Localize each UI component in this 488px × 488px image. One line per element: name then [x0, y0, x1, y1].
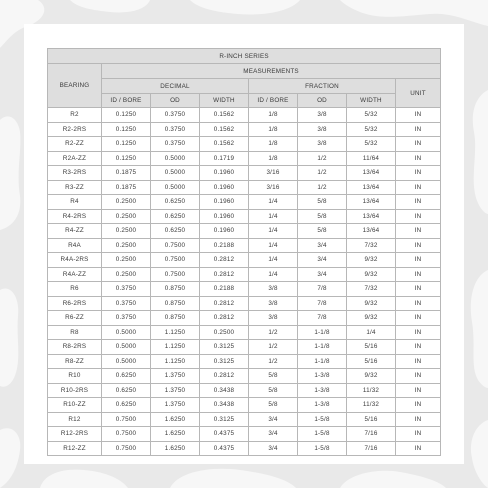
decimal-bore-cell: 0.1250: [102, 137, 151, 152]
fraction-bore-cell: 3/8: [249, 282, 298, 297]
unit-cell: IN: [396, 340, 441, 355]
column-header: ID / BORE: [102, 94, 151, 108]
unit-cell: IN: [396, 427, 441, 442]
fraction-bore-cell: 1/8: [249, 122, 298, 137]
decimal-width-cell: 0.2812: [200, 296, 249, 311]
bearing-cell: R8-2RS: [48, 340, 102, 355]
fraction-od-cell: 1-3/8: [298, 369, 347, 384]
decimal-od-cell: 1.1250: [151, 325, 200, 340]
decimal-od-cell: 1.1250: [151, 354, 200, 369]
fraction-width-cell: 9/32: [347, 253, 396, 268]
fraction-od-cell: 1/2: [298, 180, 347, 195]
fraction-bore-cell: 3/4: [249, 427, 298, 442]
table-row: [48, 224, 441, 239]
decimal-bore-cell: 0.1250: [102, 151, 151, 166]
decimal-width-cell: 0.4375: [200, 441, 249, 456]
unit-cell: IN: [396, 296, 441, 311]
decimal-bore-cell: 0.5000: [102, 340, 151, 355]
bearing-cell: R8-ZZ: [48, 354, 102, 369]
decimal-width-cell: 0.1960: [200, 209, 249, 224]
decimal-od-cell: 0.3750: [151, 137, 200, 152]
fraction-width-cell: 5/32: [347, 108, 396, 123]
bearing-cell: R2-2RS: [48, 122, 102, 137]
bearing-cell: R4-ZZ: [48, 224, 102, 239]
fraction-od-cell: 3/8: [298, 122, 347, 137]
unit-cell: IN: [396, 151, 441, 166]
decimal-od-cell: 0.7500: [151, 238, 200, 253]
fraction-width-cell: 11/32: [347, 398, 396, 413]
fraction-bore-cell: 3/8: [249, 296, 298, 311]
fraction-bore-cell: 3/4: [249, 441, 298, 456]
fraction-width-cell: 7/16: [347, 427, 396, 442]
measurements-header: MEASUREMENTS: [102, 64, 441, 79]
bearing-header: BEARING: [48, 64, 102, 108]
decimal-bore-cell: 0.7500: [102, 441, 151, 456]
fraction-bore-cell: 5/8: [249, 369, 298, 384]
table-row: [48, 325, 441, 340]
bearing-cell: R3-ZZ: [48, 180, 102, 195]
fraction-od-cell: 5/8: [298, 195, 347, 210]
table-row: [48, 398, 441, 413]
decimal-bore-cell: 0.6250: [102, 369, 151, 384]
decimal-od-cell: 0.6250: [151, 224, 200, 239]
column-header: WIDTH: [200, 94, 249, 108]
fraction-od-cell: 1-5/8: [298, 427, 347, 442]
decimal-od-cell: 0.8750: [151, 282, 200, 297]
unit-cell: IN: [396, 282, 441, 297]
fraction-od-cell: 5/8: [298, 224, 347, 239]
column-header: OD: [151, 94, 200, 108]
decimal-od-cell: 0.7500: [151, 253, 200, 268]
decimal-bore-cell: 0.2500: [102, 209, 151, 224]
fraction-od-cell: 1-5/8: [298, 412, 347, 427]
decimal-od-cell: 1.3750: [151, 398, 200, 413]
fraction-bore-cell: 3/16: [249, 166, 298, 181]
fraction-width-cell: 5/32: [347, 122, 396, 137]
fraction-width-cell: 7/32: [347, 238, 396, 253]
bearing-cell: R6-ZZ: [48, 311, 102, 326]
unit-cell: IN: [396, 383, 441, 398]
fraction-od-cell: 3/8: [298, 108, 347, 123]
fraction-width-cell: 9/32: [347, 267, 396, 282]
decimal-od-cell: 1.6250: [151, 441, 200, 456]
decimal-bore-cell: 0.3750: [102, 311, 151, 326]
table-row: [48, 209, 441, 224]
unit-cell: IN: [396, 354, 441, 369]
decimal-bore-cell: 0.1250: [102, 122, 151, 137]
column-header: OD: [298, 94, 347, 108]
decimal-bore-cell: 0.1875: [102, 180, 151, 195]
table-row: [48, 311, 441, 326]
table-row: [48, 412, 441, 427]
table-row: [48, 441, 441, 456]
fraction-bore-cell: 1/4: [249, 209, 298, 224]
decimal-bore-cell: 0.3750: [102, 282, 151, 297]
fraction-od-cell: 3/4: [298, 238, 347, 253]
fraction-od-cell: 1-1/8: [298, 354, 347, 369]
fraction-bore-cell: 1/4: [249, 238, 298, 253]
decimal-bore-cell: 0.6250: [102, 383, 151, 398]
fraction-bore-cell: 1/4: [249, 224, 298, 239]
fraction-width-cell: 7/32: [347, 282, 396, 297]
decimal-width-cell: 0.1960: [200, 195, 249, 210]
decimal-od-cell: 1.3750: [151, 369, 200, 384]
table-row: [48, 151, 441, 166]
decimal-od-cell: 1.3750: [151, 383, 200, 398]
fraction-width-cell: 11/64: [347, 151, 396, 166]
decimal-width-cell: 0.3125: [200, 340, 249, 355]
fraction-header: FRACTION: [249, 79, 396, 94]
unit-cell: IN: [396, 412, 441, 427]
decimal-width-cell: 0.1562: [200, 108, 249, 123]
unit-cell: IN: [396, 195, 441, 210]
decimal-width-cell: 0.3438: [200, 398, 249, 413]
fraction-width-cell: 9/32: [347, 296, 396, 311]
decimal-od-cell: 0.3750: [151, 108, 200, 123]
fraction-width-cell: 13/64: [347, 195, 396, 210]
table-row: [48, 253, 441, 268]
unit-cell: IN: [396, 238, 441, 253]
decimal-bore-cell: 0.6250: [102, 398, 151, 413]
fraction-od-cell: 1/2: [298, 166, 347, 181]
fraction-width-cell: 1/4: [347, 325, 396, 340]
unit-cell: IN: [396, 267, 441, 282]
table-row: [48, 282, 441, 297]
table-row: [48, 427, 441, 442]
table-title: R-INCH SERIES: [48, 49, 441, 64]
bearing-cell: R10: [48, 369, 102, 384]
column-header: WIDTH: [347, 94, 396, 108]
decimal-od-cell: 0.7500: [151, 267, 200, 282]
fraction-od-cell: 3/8: [298, 137, 347, 152]
fraction-bore-cell: 1/2: [249, 340, 298, 355]
bearing-cell: R3-2RS: [48, 166, 102, 181]
fraction-width-cell: 9/32: [347, 311, 396, 326]
fraction-od-cell: 1-3/8: [298, 383, 347, 398]
decimal-bore-cell: 0.5000: [102, 354, 151, 369]
decimal-width-cell: 0.1960: [200, 166, 249, 181]
bearing-cell: R4-2RS: [48, 209, 102, 224]
decimal-od-cell: 0.6250: [151, 209, 200, 224]
table-row: [48, 195, 441, 210]
fraction-width-cell: 5/16: [347, 412, 396, 427]
decimal-width-cell: 0.2812: [200, 311, 249, 326]
decimal-width-cell: 0.1562: [200, 122, 249, 137]
table-row: [48, 354, 441, 369]
fraction-od-cell: 1-1/8: [298, 325, 347, 340]
bearing-cell: R12-ZZ: [48, 441, 102, 456]
decimal-width-cell: 0.1719: [200, 151, 249, 166]
fraction-bore-cell: 1/8: [249, 137, 298, 152]
unit-header: UNIT: [396, 79, 441, 108]
decimal-od-cell: 1.6250: [151, 427, 200, 442]
bearing-cell: R10-2RS: [48, 383, 102, 398]
table-row: [48, 383, 441, 398]
fraction-bore-cell: 1/2: [249, 325, 298, 340]
table-row: [48, 296, 441, 311]
unit-cell: IN: [396, 224, 441, 239]
decimal-width-cell: 0.1960: [200, 224, 249, 239]
fraction-od-cell: 3/4: [298, 253, 347, 268]
decimal-width-cell: 0.2188: [200, 238, 249, 253]
fraction-bore-cell: 5/8: [249, 398, 298, 413]
decimal-width-cell: 0.1562: [200, 137, 249, 152]
unit-cell: IN: [396, 137, 441, 152]
table-row: [48, 238, 441, 253]
unit-cell: IN: [396, 180, 441, 195]
bearing-cell: R2-ZZ: [48, 137, 102, 152]
decimal-bore-cell: 0.5000: [102, 325, 151, 340]
unit-cell: IN: [396, 311, 441, 326]
fraction-bore-cell: 1/4: [249, 267, 298, 282]
bearing-cell: R10-ZZ: [48, 398, 102, 413]
fraction-od-cell: 1-3/8: [298, 398, 347, 413]
decimal-od-cell: 1.1250: [151, 340, 200, 355]
fraction-od-cell: 1-5/8: [298, 441, 347, 456]
decimal-width-cell: 0.4375: [200, 427, 249, 442]
table-header: [48, 49, 441, 108]
decimal-width-cell: 0.2812: [200, 369, 249, 384]
bearing-cell: R2A-ZZ: [48, 151, 102, 166]
bearing-cell: R12-2RS: [48, 427, 102, 442]
bearing-cell: R4A-2RS: [48, 253, 102, 268]
decimal-width-cell: 0.2812: [200, 267, 249, 282]
bearing-cell: R12: [48, 412, 102, 427]
decimal-od-cell: 0.8750: [151, 296, 200, 311]
decimal-header: DECIMAL: [102, 79, 249, 94]
unit-cell: IN: [396, 108, 441, 123]
fraction-od-cell: 3/4: [298, 267, 347, 282]
fraction-bore-cell: 1/2: [249, 354, 298, 369]
fraction-od-cell: 1/2: [298, 151, 347, 166]
decimal-width-cell: 0.3438: [200, 383, 249, 398]
decimal-bore-cell: 0.2500: [102, 224, 151, 239]
fraction-bore-cell: 3/8: [249, 311, 298, 326]
bearing-cell: R8: [48, 325, 102, 340]
table-body: [48, 108, 441, 456]
fraction-width-cell: 13/64: [347, 180, 396, 195]
decimal-bore-cell: 0.1875: [102, 166, 151, 181]
bearing-cell: R6: [48, 282, 102, 297]
fraction-bore-cell: 3/4: [249, 412, 298, 427]
fraction-width-cell: 13/64: [347, 209, 396, 224]
fraction-bore-cell: 1/8: [249, 108, 298, 123]
table-row: [48, 122, 441, 137]
fraction-od-cell: 7/8: [298, 311, 347, 326]
bearing-cell: R6-2RS: [48, 296, 102, 311]
unit-cell: IN: [396, 209, 441, 224]
decimal-od-cell: 0.3750: [151, 122, 200, 137]
decimal-bore-cell: 0.2500: [102, 253, 151, 268]
table-row: [48, 267, 441, 282]
fraction-bore-cell: 1/4: [249, 253, 298, 268]
decimal-od-cell: 0.5000: [151, 166, 200, 181]
decimal-bore-cell: 0.3750: [102, 296, 151, 311]
fraction-width-cell: 13/64: [347, 166, 396, 181]
fraction-bore-cell: 5/8: [249, 383, 298, 398]
decimal-bore-cell: 0.7500: [102, 412, 151, 427]
bearing-cell: R2: [48, 108, 102, 123]
fraction-width-cell: 9/32: [347, 369, 396, 384]
table-row: [48, 108, 441, 123]
bearing-spec-table: [47, 48, 441, 456]
decimal-bore-cell: 0.7500: [102, 427, 151, 442]
table-row: [48, 180, 441, 195]
fraction-bore-cell: 3/16: [249, 180, 298, 195]
decimal-width-cell: 0.2812: [200, 253, 249, 268]
fraction-width-cell: 5/16: [347, 340, 396, 355]
table-row: [48, 369, 441, 384]
bearing-cell: R4A-ZZ: [48, 267, 102, 282]
decimal-width-cell: 0.2500: [200, 325, 249, 340]
unit-cell: IN: [396, 122, 441, 137]
unit-cell: IN: [396, 325, 441, 340]
fraction-od-cell: 7/8: [298, 282, 347, 297]
unit-cell: IN: [396, 166, 441, 181]
fraction-od-cell: 7/8: [298, 296, 347, 311]
decimal-od-cell: 0.6250: [151, 195, 200, 210]
unit-cell: IN: [396, 441, 441, 456]
decimal-bore-cell: 0.2500: [102, 195, 151, 210]
fraction-bore-cell: 1/8: [249, 151, 298, 166]
decimal-od-cell: 1.6250: [151, 412, 200, 427]
decimal-od-cell: 0.5000: [151, 151, 200, 166]
table-row: [48, 166, 441, 181]
decimal-bore-cell: 0.2500: [102, 267, 151, 282]
decimal-od-cell: 0.5000: [151, 180, 200, 195]
decimal-bore-cell: 0.2500: [102, 238, 151, 253]
fraction-width-cell: 5/16: [347, 354, 396, 369]
fraction-width-cell: 13/64: [347, 224, 396, 239]
decimal-width-cell: 0.2188: [200, 282, 249, 297]
fraction-width-cell: 7/16: [347, 441, 396, 456]
fraction-od-cell: 5/8: [298, 209, 347, 224]
fraction-bore-cell: 1/4: [249, 195, 298, 210]
unit-cell: IN: [396, 369, 441, 384]
decimal-od-cell: 0.8750: [151, 311, 200, 326]
bearing-cell: R4A: [48, 238, 102, 253]
fraction-width-cell: 5/32: [347, 137, 396, 152]
fraction-od-cell: 1-1/8: [298, 340, 347, 355]
table-row: [48, 340, 441, 355]
bearing-cell: R4: [48, 195, 102, 210]
decimal-width-cell: 0.3125: [200, 412, 249, 427]
table-row: [48, 137, 441, 152]
column-header: ID / BORE: [249, 94, 298, 108]
spec-card: [24, 24, 464, 464]
decimal-width-cell: 0.1960: [200, 180, 249, 195]
unit-cell: IN: [396, 253, 441, 268]
unit-cell: IN: [396, 398, 441, 413]
decimal-bore-cell: 0.1250: [102, 108, 151, 123]
fraction-width-cell: 11/32: [347, 383, 396, 398]
decimal-width-cell: 0.3125: [200, 354, 249, 369]
